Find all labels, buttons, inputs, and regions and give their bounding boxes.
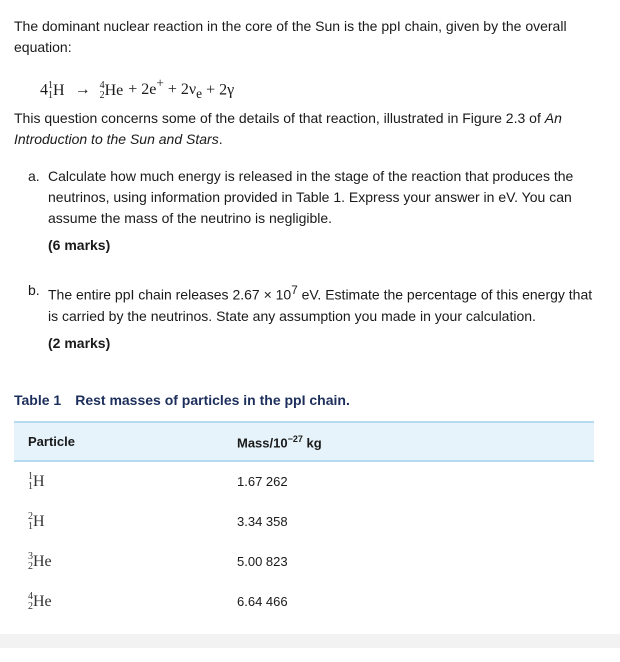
table-row [14,462,594,502]
element-symbol: H [33,473,45,491]
question-b-text-start: The entire ppI chain releases 2.67 × 10 [48,286,292,303]
mass-number: 4 [28,591,33,603]
atomic-number: 2 [28,601,33,613]
header-mass [237,429,594,453]
mass-number: 3 [28,551,33,563]
question-a-text: Calculate how much energy is released in the stage of the reaction that produces the neutrinos, using information provided in Table 1. Express your answer in eV. You can assume the mass of the neutrino is negligible. [48,168,574,226]
atomic-number: 2 [28,561,33,573]
eq-neutrino-sub: e [196,86,203,102]
eq-h-mass: 1 [48,79,53,91]
intro-paragraph: The dominant nuclear reaction in the core of the Sun is the ppI chain, given by the overall equation: [14,18,567,55]
mass-value: 5.00 823 [237,554,288,570]
table-row [14,582,594,622]
question-a [14,166,606,256]
particle-mass-table [14,421,594,662]
table-caption [14,390,606,411]
concern-text: This question concerns some of the details of that reaction, illustrated in Figure 2.3 of [14,110,545,126]
eq-neutrino-text: + 2ν [167,81,197,99]
eq-positron-text: + 2e [128,81,157,99]
particle-symbol [28,592,52,612]
concern-paragraph [14,108,606,150]
table-row [14,502,594,542]
eq-he-symbol: He [104,81,124,99]
element-symbol: He [33,593,52,611]
eq-neutrino-term [167,81,203,102]
eq-helium [100,81,124,101]
eq-he-mass: 4 [99,79,105,91]
atomic-number: 1 [28,481,33,493]
mass-value: 6.64 466 [237,594,288,610]
header-mass-unit: kg [302,435,322,451]
eq-he-atomic: 2 [99,89,105,101]
element-symbol: He [33,553,52,571]
header-particle: Particle [28,433,75,449]
mass-number: 2 [28,511,33,523]
eq-arrow: → [74,81,91,99]
header-mass-exponent: −27 [287,433,303,444]
mass-value: 3.34 358 [237,514,288,530]
eq-h-symbol: H [53,81,65,99]
table-caption-text: Rest masses of particles in the ppI chain. [75,391,350,408]
eq-hydrogen [48,81,65,101]
question-b-exponent: 7 [291,284,298,297]
eq-positron-term [128,76,164,99]
question-b-marks: (2 marks) [48,334,111,351]
question-a-label: a. [28,168,40,184]
table-header-row [14,421,594,462]
header-mass-prefix: Mass/10 [237,435,288,451]
mass-value: 1.67 262 [237,474,288,490]
particle-symbol [28,512,45,532]
question-a-marks: (6 marks) [48,237,111,253]
atomic-number: 1 [28,521,33,533]
eq-h-atomic: 1 [48,89,53,101]
concern-end: . [218,131,223,147]
question-b-label: b. [28,282,40,298]
particle-symbol [28,552,52,572]
element-symbol: H [33,513,45,531]
eq-coefficient: 4 [40,81,48,99]
book-title: An Introduction to the Sun and Stars [14,110,562,147]
page-bottom-strip [0,634,620,648]
question-b [14,280,606,354]
table-caption-number: Table 1 [14,391,62,408]
particle-symbol [28,472,45,492]
question-b-text-end: eV. Estimate the percentage of this energy that is carried by the neutrinos. State any assumption you made in your calculation. [48,286,593,324]
overall-equation [40,70,606,102]
question-b-text [48,280,600,327]
table-row [14,542,594,582]
eq-gamma-term: + 2γ [206,81,235,99]
mass-number: 1 [28,471,33,483]
eq-positron-sup: + [156,76,164,91]
